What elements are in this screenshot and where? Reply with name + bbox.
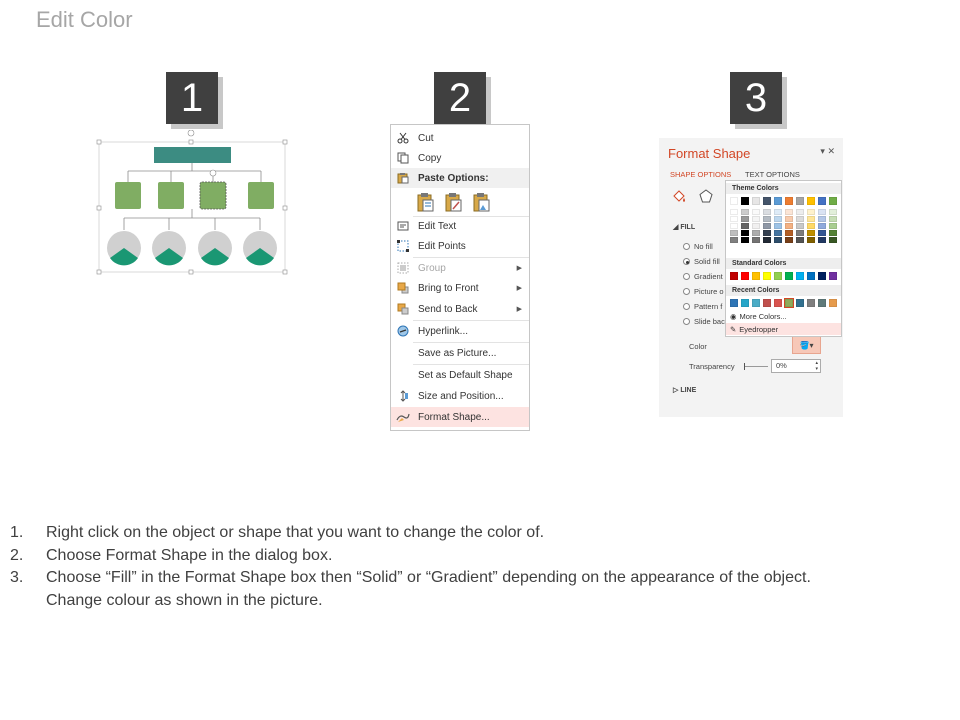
radio-button (683, 318, 690, 325)
chevron-collapsed-icon: ▷ (673, 387, 681, 394)
color-swatch[interactable] (796, 216, 804, 222)
standard-colors-heading: Standard Colors (726, 258, 841, 269)
color-swatch[interactable] (818, 197, 826, 205)
color-swatch[interactable] (829, 272, 837, 280)
color-swatch[interactable] (730, 216, 738, 222)
eyedropper-icon: ✎ (730, 324, 737, 334)
paint-bucket-icon: 🪣 (799, 340, 810, 350)
color-swatch[interactable] (730, 230, 738, 236)
menu-item-hyperlink[interactable] (391, 321, 529, 341)
transparency-input[interactable]: 0% ▴ ▾ (771, 359, 821, 373)
color-picker-button[interactable] (792, 336, 821, 354)
menu-item-group[interactable] (391, 258, 529, 278)
color-wheel-icon: ◉ (730, 311, 737, 321)
radio-button (683, 303, 690, 310)
step-badge-2: 2 (434, 72, 486, 124)
close-icon[interactable]: ✕ (827, 146, 835, 156)
color-swatch[interactable] (785, 272, 793, 280)
color-swatch[interactable] (752, 230, 760, 236)
menu-item-label: Format Shape... (418, 411, 490, 423)
color-swatch[interactable] (796, 209, 804, 215)
color-swatch[interactable] (774, 197, 782, 205)
color-swatch[interactable] (807, 197, 815, 205)
color-swatch[interactable] (752, 272, 760, 280)
color-swatch[interactable] (807, 209, 815, 215)
theme-colors-heading: Theme Colors (726, 183, 841, 194)
line-section-header[interactable]: ▷ LINE (673, 387, 697, 394)
color-swatch[interactable] (774, 272, 782, 280)
step-badge-3: 3 (730, 72, 782, 124)
color-swatch[interactable] (730, 299, 738, 307)
format-shape-icon (396, 410, 410, 424)
color-swatch[interactable] (785, 230, 793, 236)
radio-button (683, 273, 690, 280)
menu-item-format-shape[interactable] (391, 407, 529, 427)
instruction-item: 2. Choose Format Shape in the dialog box. (10, 546, 333, 564)
instruction-item: Change colour as shown in the picture. (46, 591, 323, 609)
edit-text-icon (396, 219, 410, 233)
color-swatch[interactable] (730, 209, 738, 215)
color-swatch[interactable] (741, 223, 749, 229)
color-swatch[interactable] (796, 272, 804, 280)
color-swatch[interactable] (818, 299, 826, 307)
slider-thumb[interactable] (744, 363, 745, 370)
submenu-arrow-icon: ▶ (516, 306, 522, 313)
color-swatch[interactable] (741, 272, 749, 280)
recent-colors-row (730, 299, 837, 307)
instructions-list (10, 522, 950, 612)
menu-item-label: Paste Options: (418, 172, 489, 184)
group-icon (396, 261, 410, 275)
paste-options-row (415, 191, 493, 213)
scissors-icon (396, 131, 410, 145)
menu-item-set-default-shape[interactable] (391, 365, 529, 385)
fill-line-icon[interactable] (671, 188, 687, 206)
menu-item-label: Edit Points (418, 240, 466, 252)
theme-color-column (807, 197, 815, 243)
color-swatch[interactable] (807, 272, 815, 280)
pentagon-effects-icon[interactable] (699, 189, 713, 205)
color-swatch[interactable] (785, 197, 793, 205)
color-swatch[interactable] (730, 272, 738, 280)
theme-color-column (818, 197, 826, 243)
radio-solid-fill[interactable]: Solid fill (683, 257, 720, 266)
color-swatch[interactable] (752, 299, 760, 307)
menu-item-label: Edit Text (418, 220, 457, 232)
eyedropper-item[interactable]: ✎ Eyedropper (726, 323, 841, 335)
radio-no-fill[interactable]: No fill (683, 242, 713, 251)
instruction-item: 1. Right click on the object or shape that you want to change the color of. (10, 524, 545, 541)
theme-color-column (774, 197, 782, 243)
menu-item-label: Set as Default Shape (418, 369, 513, 381)
theme-color-column (785, 197, 793, 243)
color-swatch[interactable] (829, 299, 837, 307)
submenu-arrow-icon: ▶ (516, 285, 522, 292)
color-swatch[interactable] (785, 209, 793, 215)
color-swatch[interactable] (763, 197, 771, 205)
color-palette-dropdown (725, 180, 842, 337)
menu-item-cut[interactable] (391, 128, 529, 148)
color-swatch[interactable] (796, 197, 804, 205)
menu-item-label: Group (418, 262, 446, 274)
color-swatch[interactable] (796, 237, 804, 243)
color-swatch[interactable] (829, 237, 837, 243)
hyperlink-icon (396, 324, 410, 338)
menu-item-save-as-picture[interactable] (391, 343, 529, 363)
color-swatch[interactable] (774, 299, 782, 307)
slide-title: Edit Color (36, 7, 133, 32)
radio-picture-fill[interactable]: Picture o (683, 287, 724, 296)
color-swatch[interactable] (752, 223, 760, 229)
color-swatch[interactable] (829, 230, 837, 236)
menu-item-label: Copy (418, 152, 442, 164)
tab-text-options[interactable]: TEXT OPTIONS (745, 170, 800, 179)
color-swatch[interactable] (818, 223, 826, 229)
color-swatch[interactable] (730, 197, 738, 205)
theme-color-column (741, 197, 749, 243)
tab-shape-options[interactable]: SHAPE OPTIONS (670, 170, 732, 179)
chevron-expand-icon: ◢ (673, 224, 681, 231)
color-swatch[interactable] (741, 209, 749, 215)
paste-picture-icon[interactable] (471, 191, 493, 213)
color-swatch[interactable] (796, 223, 804, 229)
menu-item-size-position[interactable] (391, 386, 529, 406)
pane-title: Format Shape (668, 146, 751, 161)
copy-icon (396, 151, 410, 165)
color-swatch[interactable] (829, 223, 837, 229)
submenu-arrow-icon: ▶ (516, 265, 522, 272)
color-swatch[interactable] (785, 216, 793, 222)
color-swatch[interactable] (774, 237, 782, 243)
color-swatch[interactable] (807, 230, 815, 236)
menu-item-label: Save as Picture... (418, 347, 497, 359)
paste-icon (396, 171, 410, 185)
menu-item-label: Bring to Front (418, 282, 479, 294)
transparency-slider[interactable] (744, 366, 768, 367)
color-swatch[interactable] (818, 272, 826, 280)
color-swatch[interactable] (829, 209, 837, 215)
theme-color-column (730, 197, 738, 243)
theme-colors-grid (730, 197, 837, 243)
radio-button (683, 243, 690, 250)
theme-color-column (763, 197, 771, 243)
color-swatch[interactable] (741, 299, 749, 307)
color-swatch[interactable] (807, 299, 815, 307)
color-swatch[interactable] (829, 197, 837, 205)
color-swatch[interactable] (741, 197, 749, 205)
chevron-down-icon: ▾ (809, 340, 814, 350)
menu-item-edit-points[interactable] (391, 236, 529, 256)
more-colors-item[interactable]: ◉ More Colors... (730, 311, 787, 321)
color-swatch[interactable] (763, 223, 771, 229)
color-swatch[interactable] (807, 216, 815, 222)
menu-item-copy[interactable] (391, 148, 529, 168)
chevron-down-icon[interactable]: ▾ (820, 146, 825, 156)
color-swatch[interactable] (763, 272, 771, 280)
edit-points-icon (396, 239, 410, 253)
standard-colors-row (730, 272, 837, 280)
pane-controls (820, 146, 835, 157)
color-swatch[interactable] (796, 299, 804, 307)
color-swatch[interactable] (829, 216, 837, 222)
color-swatch[interactable] (818, 237, 826, 243)
theme-color-column (829, 197, 837, 243)
color-swatch[interactable] (774, 223, 782, 229)
menu-item-label: Hyperlink... (418, 325, 469, 337)
menu-item-bring-to-front[interactable] (391, 278, 529, 298)
color-swatch[interactable] (807, 237, 815, 243)
color-swatch[interactable] (752, 197, 760, 205)
color-swatch[interactable] (763, 209, 771, 215)
radio-pattern-fill[interactable]: Pattern f (683, 302, 722, 311)
color-swatch[interactable] (818, 216, 826, 222)
color-swatch[interactable] (807, 223, 815, 229)
color-swatch[interactable] (763, 237, 771, 243)
color-swatch[interactable] (774, 230, 782, 236)
send-back-icon (396, 302, 410, 316)
color-swatch[interactable] (818, 230, 826, 236)
fill-section-header[interactable]: ◢ FILL (673, 224, 696, 231)
color-swatch[interactable] (741, 230, 749, 236)
size-position-icon (396, 389, 410, 403)
color-swatch[interactable] (730, 223, 738, 229)
instruction-item: 3. Choose “Fill” in the Format Shape box then “Solid” or “Gradient” depending on the appearance of the object. (10, 569, 811, 586)
color-swatch[interactable] (763, 299, 771, 307)
color-swatch[interactable] (763, 216, 771, 222)
radio-button-selected (683, 258, 690, 265)
color-swatch[interactable] (730, 237, 738, 243)
radio-button (683, 288, 690, 295)
color-swatch[interactable] (774, 216, 782, 222)
step-badge-1: 1 (166, 72, 218, 124)
context-menu (390, 124, 530, 431)
color-swatch[interactable] (796, 230, 804, 236)
radio-gradient-fill[interactable]: Gradient (683, 272, 723, 281)
color-swatch[interactable] (774, 209, 782, 215)
menu-heading-paste-options (391, 168, 529, 188)
color-swatch[interactable] (752, 237, 760, 243)
menu-item-label: Cut (418, 132, 434, 144)
color-swatch[interactable] (785, 299, 793, 307)
bring-front-icon (396, 281, 410, 295)
radio-slide-background-fill[interactable]: Slide bac (683, 317, 725, 326)
color-swatch[interactable] (741, 216, 749, 222)
theme-color-column (752, 197, 760, 243)
color-swatch[interactable] (741, 237, 749, 243)
color-swatch[interactable] (752, 209, 760, 215)
paste-destination-theme-icon[interactable] (443, 191, 465, 213)
menu-item-edit-text[interactable] (391, 216, 529, 236)
color-swatch[interactable] (785, 237, 793, 243)
transparency-label: Transparency (689, 362, 735, 371)
color-swatch[interactable] (818, 209, 826, 215)
color-swatch[interactable] (763, 230, 771, 236)
color-label: Color (689, 342, 707, 351)
menu-item-send-to-back[interactable] (391, 299, 529, 319)
color-swatch[interactable] (752, 216, 760, 222)
menu-item-label: Size and Position... (418, 390, 504, 402)
spinner-icon[interactable]: ▴ ▾ (815, 360, 818, 372)
org-chart-illustration[interactable] (96, 130, 288, 280)
color-swatch[interactable] (785, 223, 793, 229)
recent-colors-heading: Recent Colors (726, 285, 841, 296)
theme-color-column (796, 197, 804, 243)
org-chart-graphic (96, 130, 288, 280)
menu-item-label: Send to Back (418, 303, 478, 315)
paste-keep-formatting-icon[interactable] (415, 191, 437, 213)
